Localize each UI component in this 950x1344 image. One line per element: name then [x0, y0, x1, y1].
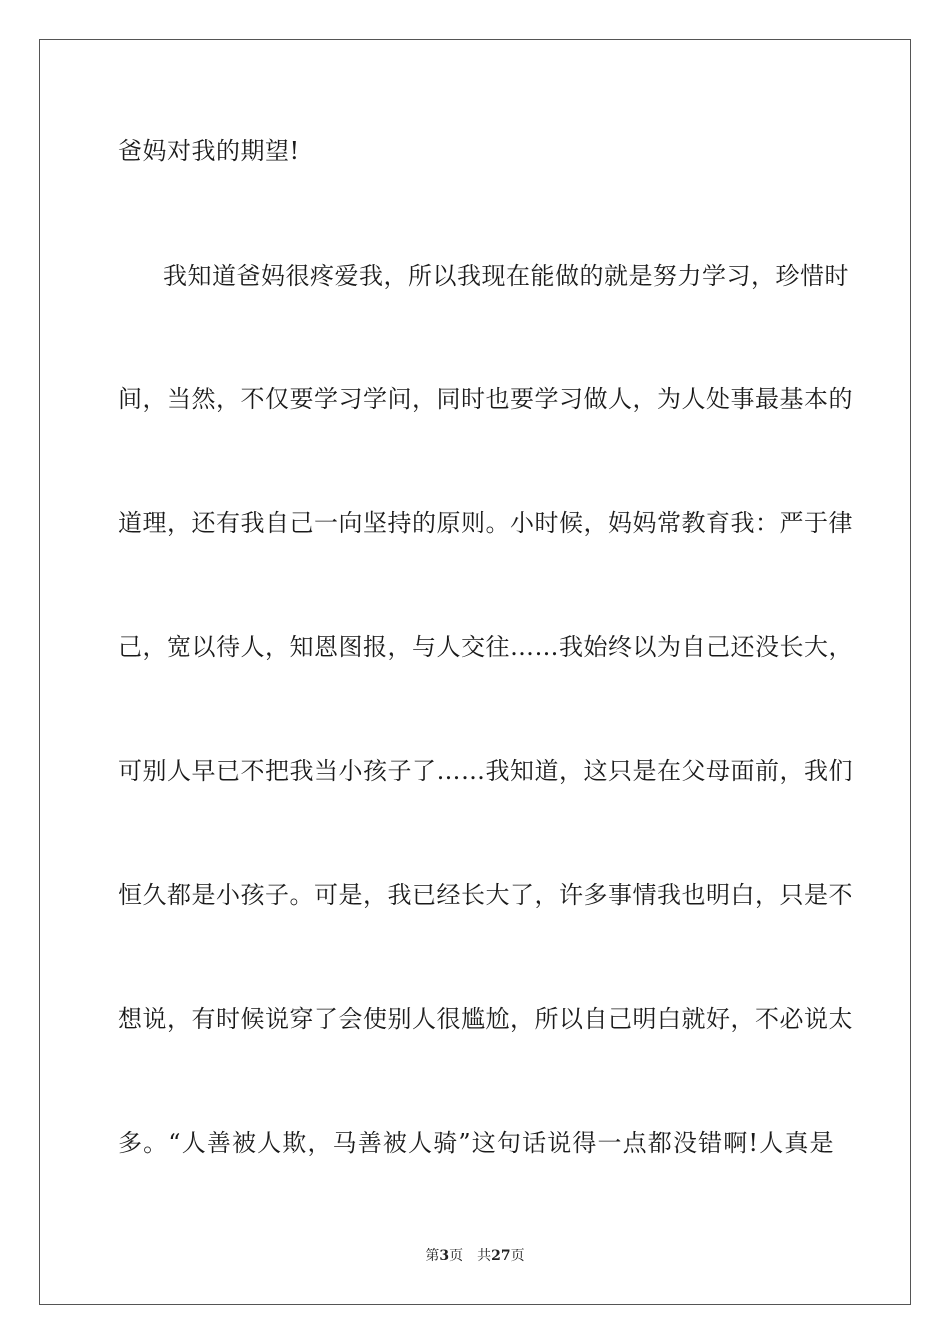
total-suffix: 页: [510, 1248, 525, 1264]
page-current: 3: [439, 1248, 450, 1264]
page-prefix: 第: [425, 1248, 440, 1264]
text-line-7: 恒久都是小孩子。可是，我已经长大了，许多事情我也明白，只是不: [118, 881, 853, 909]
text-line-2: 我知道爸妈很疼爱我，所以我现在能做的就是努力学习，珍惜时: [163, 262, 849, 290]
text-line-8: 想说，有时候说穿了会使别人很尴尬，所以自己明白就好，不必说太: [118, 1005, 853, 1033]
total-prefix: 共: [477, 1248, 492, 1264]
text-line-9: 多。“人善被人欺，马善被人骑”这句话说得一点都没错啊!人真是: [118, 1129, 834, 1157]
text-line-1: 爸妈对我的期望!: [118, 137, 300, 165]
text-line-3: 间，当然，不仅要学习学问，同时也要学习做人，为人处事最基本的: [118, 385, 853, 413]
page-border: [39, 39, 911, 1305]
page-total: 27: [491, 1248, 511, 1264]
page-footer: [0, 1247, 950, 1265]
text-line-6: 可别人早已不把我当小孩子了……我知道，这只是在父母面前，我们: [118, 757, 853, 785]
text-line-4: 道理，还有我自己一向坚持的原则。小时候，妈妈常教育我：严于律: [118, 509, 853, 537]
text-line-5: 己，宽以待人，知恩图报，与人交往……我始终以为自己还没长大，: [118, 633, 853, 661]
page-suffix: 页: [449, 1248, 464, 1264]
